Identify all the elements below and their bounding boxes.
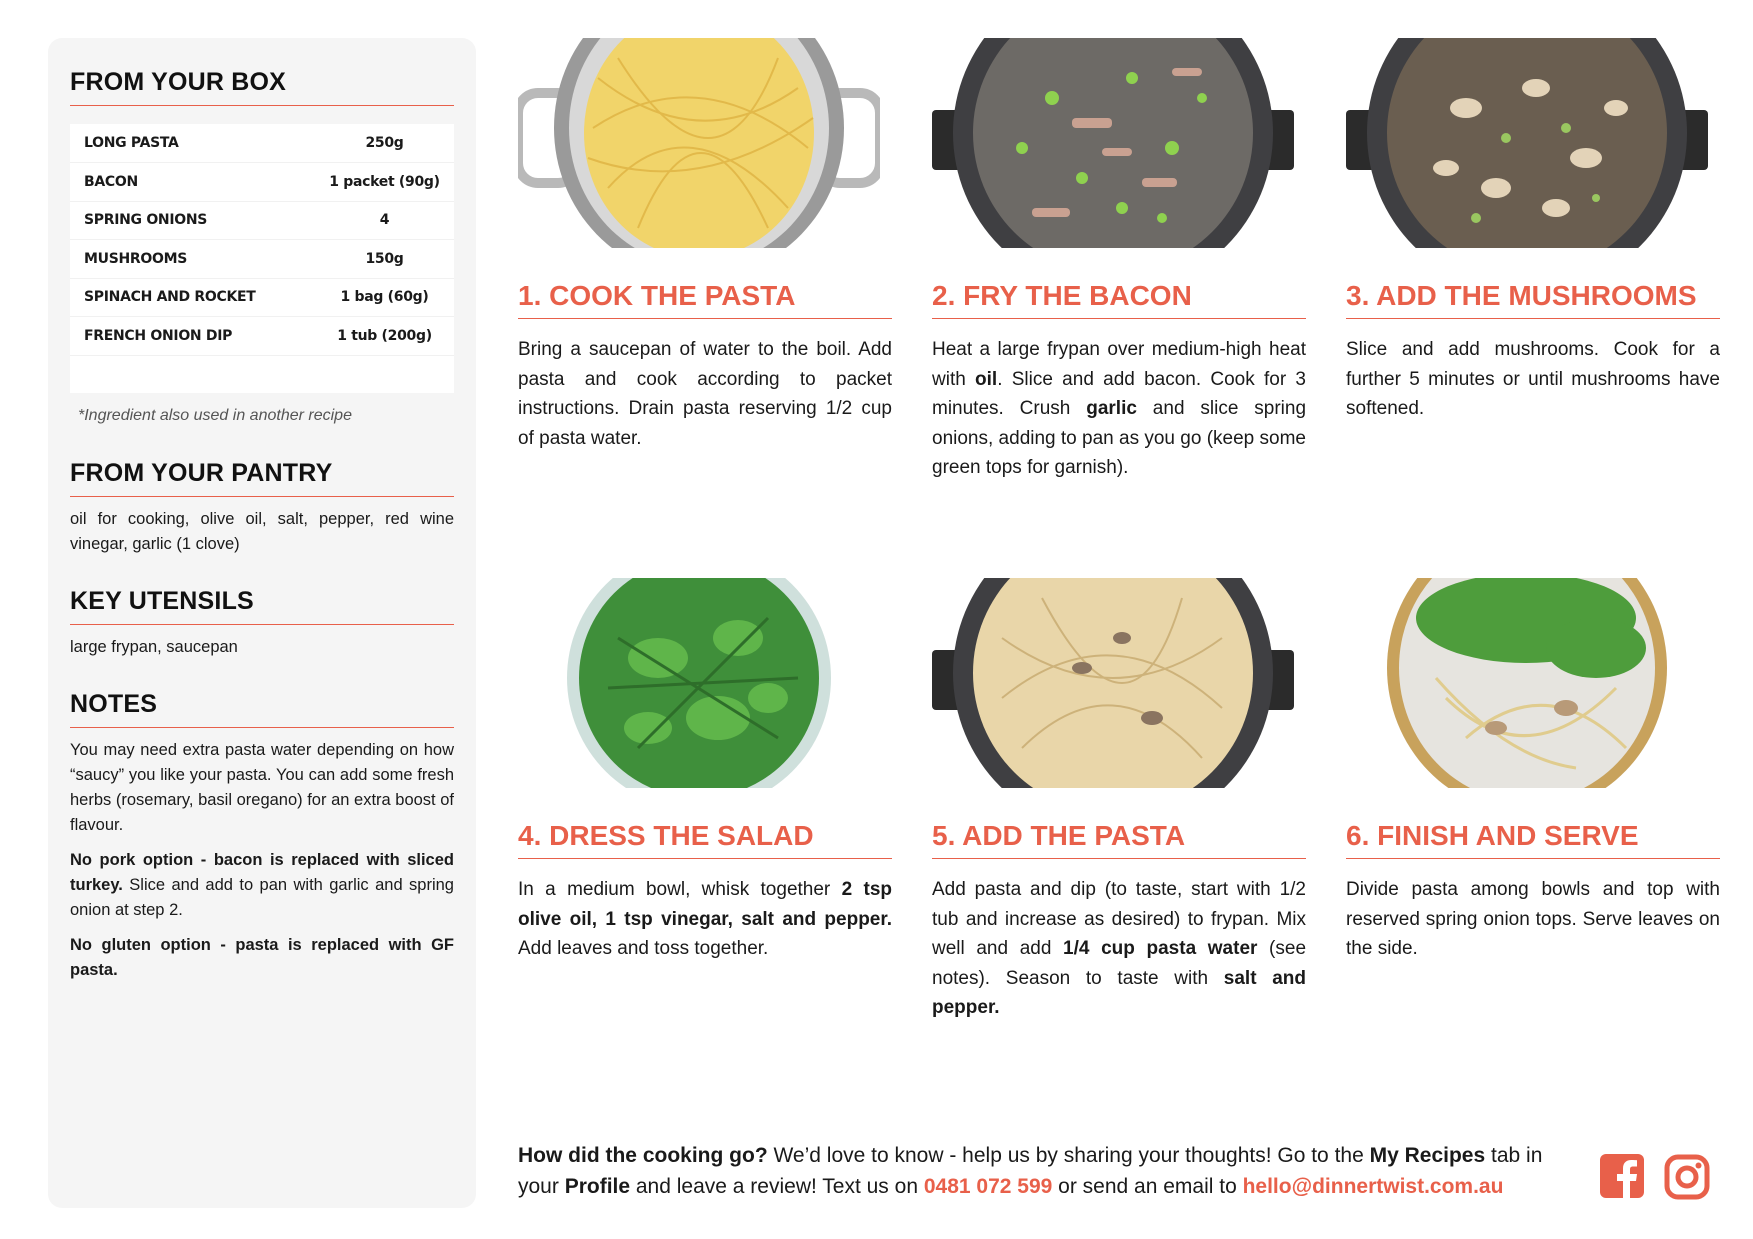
notes-heading: NOTES [70, 690, 454, 728]
table-row [70, 163, 454, 202]
footer-question: How did the cooking go? [518, 1144, 768, 1167]
pantry-text: oil for cooking, olive oil, salt, pepper, red wine vinegar, garlic (1 clove) [70, 510, 454, 553]
feedback-footer [518, 1140, 1578, 1202]
table-row [70, 317, 454, 356]
bacon-in-frypan-photo [932, 38, 1294, 248]
table-row [70, 240, 454, 279]
ingredient-name: BACON [70, 163, 315, 202]
ingredients-table [70, 124, 454, 393]
step-5-text [932, 875, 1306, 1023]
step-6-title: 6. FINISH AND SERVE [1346, 820, 1720, 859]
notes-no-gluten [70, 933, 454, 983]
sidebar-panel [48, 38, 476, 1208]
step-4-bold: 2 tsp olive oil, 1 tsp vinegar, salt and pepper. [518, 879, 892, 930]
ingredient-footnote: *Ingredient also used in another recipe [78, 407, 352, 424]
step-2-text [932, 335, 1306, 483]
instagram-icon[interactable] [1664, 1154, 1710, 1200]
step-2-bold: garlic [1086, 398, 1137, 419]
ingredient-qty: 250g [315, 124, 454, 163]
notes-no-pork-bold: No pork option - bacon is replaced with sliced turkey. [70, 851, 454, 894]
step-1 [518, 38, 892, 453]
step-2-text-part: . Slice and add bacon. Cook for 3 minutes. Crush [932, 368, 1306, 419]
step-6-text: Divide pasta among bowls and top with reserved spring onion tops. Serve leaves on the side. [1346, 879, 1720, 959]
step-1-text: Bring a saucepan of water to the boil. Add pasta and cook according to packet instructions. Drain pasta reserving 1/2 cup of pasta water. [518, 339, 892, 449]
utensils-heading: KEY UTENSILS [70, 587, 454, 625]
table-row [70, 124, 454, 163]
table-row [70, 278, 454, 317]
ingredient-name: FRENCH ONION DIP [70, 317, 315, 356]
ingredient-qty: 1 tub (200g) [315, 317, 454, 356]
notes-no-pork [70, 848, 454, 923]
step-5-title: 5. ADD THE PASTA [932, 820, 1306, 859]
step-4-text-part: Add leaves and toss together. [518, 938, 769, 959]
notes-paragraph: You may need extra pasta water depending on how “saucy” you like your pasta. You can add some fresh herbs (rosemary, basil oregano) for an extra boost of flavour. [70, 741, 454, 834]
notes-no-gluten-bold: No gluten option - pasta is replaced with GF pasta. [70, 936, 454, 979]
step-3 [1346, 38, 1720, 424]
pantry-heading: FROM YOUR PANTRY [70, 459, 454, 497]
ingredient-name: LONG PASTA [70, 124, 315, 163]
ingredient-qty: 4 [315, 201, 454, 240]
step-5-text-part: Add pasta and dip (to taste, start with 1/2 tub and increase as desired) to frypan. Mix well and add [932, 879, 1306, 959]
step-3-title: 3. ADD THE MUSHROOMS [1346, 280, 1720, 319]
footer-text: and leave a review! Text us on [630, 1175, 924, 1198]
table-row-empty [70, 355, 454, 393]
ingredient-name: SPINACH AND ROCKET [70, 278, 315, 317]
step-2-title: 2. FRY THE BACON [932, 280, 1306, 319]
step-2-text-part: Heat a large frypan over medium-high heat with [932, 339, 1306, 390]
mushrooms-in-frypan-photo [1346, 38, 1708, 248]
ingredient-name: SPRING ONIONS [70, 201, 315, 240]
step-2 [932, 38, 1306, 483]
table-row [70, 201, 454, 240]
footer-my-recipes: My Recipes [1369, 1144, 1486, 1167]
footer-profile: Profile [564, 1175, 631, 1198]
footer-phone-link[interactable]: 0481 072 599 [923, 1175, 1053, 1198]
ingredient-qty: 1 bag (60g) [315, 278, 454, 317]
step-6 [1346, 578, 1720, 964]
step-4 [518, 578, 892, 964]
footer-text: We’d love to know - help us by sharing your thoughts! Go to the [767, 1144, 1370, 1167]
step-5 [932, 578, 1306, 1023]
step-3-text: Slice and add mushrooms. Cook for a further 5 minutes or until mushrooms have softened. [1346, 339, 1720, 419]
ingredient-name: MUSHROOMS [70, 240, 315, 279]
notes-no-pork-text: Slice and add to pan with garlic and spring onion at step 2. [70, 876, 454, 919]
footer-text: tab in your [518, 1144, 1543, 1198]
served-plate-photo [1346, 578, 1708, 788]
ingredient-qty: 150g [315, 240, 454, 279]
step-5-bold: salt and pepper. [932, 967, 1306, 1018]
step-4-text [518, 875, 892, 964]
utensils-text: large frypan, saucepan [70, 638, 238, 656]
salad-bowl-photo [518, 578, 880, 788]
step-2-bold: oil [975, 368, 998, 390]
footer-email-link[interactable]: hello@dinnertwist.com.au [1242, 1175, 1504, 1198]
step-4-text-part: In a medium bowl, whisk together [518, 879, 842, 900]
footer-text: or send an email to [1052, 1175, 1243, 1198]
pasta-in-frypan-photo [932, 578, 1294, 788]
from-box-heading: FROM YOUR BOX [70, 68, 454, 106]
step-4-title: 4. DRESS THE SALAD [518, 820, 892, 859]
pasta-in-pot-photo [518, 38, 880, 248]
step-2-text-part: and slice spring onions, adding to pan as you go (keep some green tops for garnish). [932, 398, 1307, 478]
ingredient-qty: 1 packet (90g) [315, 163, 454, 202]
step-5-bold: 1/4 cup pasta water [1063, 938, 1258, 959]
step-5-text-part: (see notes). Season to taste with [932, 938, 1307, 989]
step-1-title: 1. COOK THE PASTA [518, 280, 892, 319]
facebook-icon[interactable] [1600, 1154, 1644, 1198]
